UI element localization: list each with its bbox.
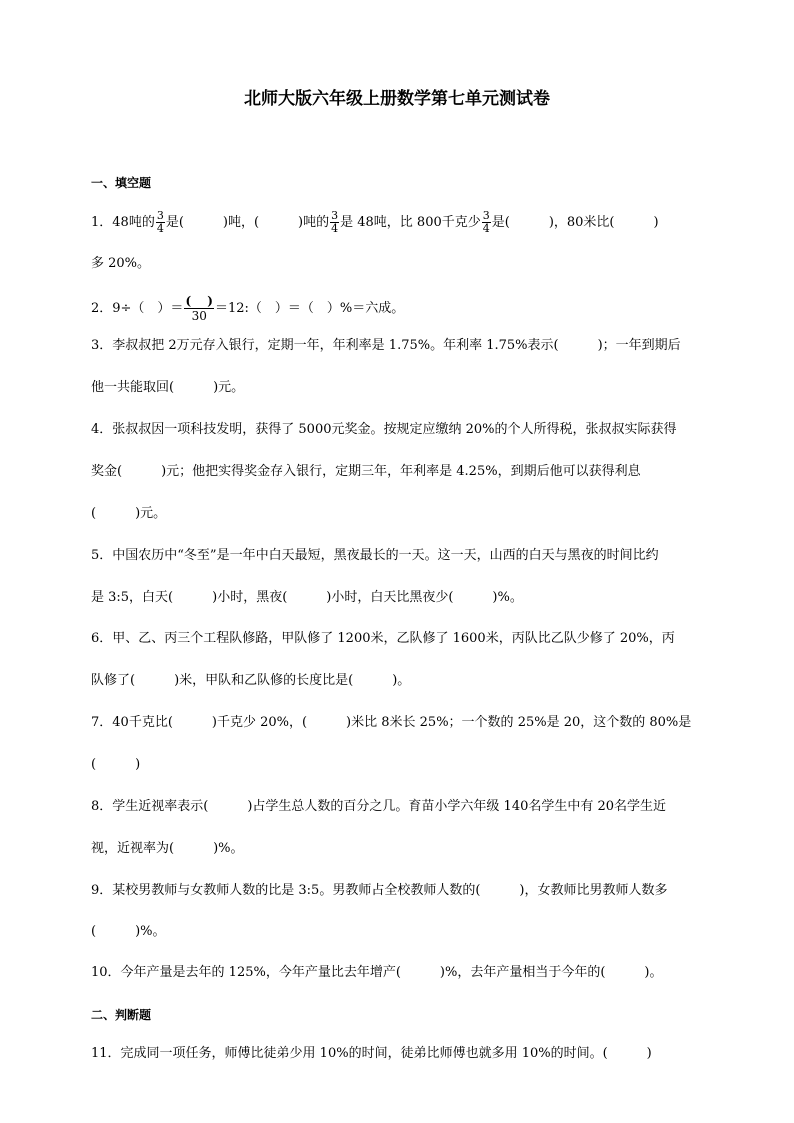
question-9-line-1: 9．某校男教师与女教师人数的比是 3:5。男教师占全校教师人数的( )，女教师比男教师人数多 (91, 883, 668, 898)
question-4-line-1: 4．张叔叔因一项科技发明，获得了 5000元奖金。按规定应缴纳 20%的个人所得税，张叔叔实际获得 (91, 422, 677, 437)
fraction-three-quarters (482, 210, 491, 235)
question-5-line-2: 是 3:5，白天( )小时，黑夜( )小时，白天比黑夜少( )%。 (91, 590, 523, 605)
question-9-line-2: ( )%。 (91, 924, 166, 939)
question-8-line-2: 视，近视率为( )%。 (91, 841, 244, 856)
question-6-line-2: 队修了( )米，甲队和乙队修的长度比是( )。 (91, 673, 411, 688)
question-11-line-1: 11．完成同一项任务，师傅比徒弟少用 10%的时间，徒弟比师傅也就多用 10%的时间。( ) (91, 1046, 652, 1061)
fraction-denominator: 4 (482, 222, 490, 235)
question-4-line-3: ( )元。 (91, 506, 167, 521)
question-1-text-b: 是( )吨，( )吨的 (165, 215, 330, 230)
question-2-text-a: 2．9÷（ ）＝ (91, 301, 184, 316)
section-heading-true-false: 二、判断题 (91, 1008, 152, 1022)
question-1-text-d: 是( )，80米比( ) (491, 215, 659, 230)
question-5-line-1: 5．中国农历中“冬至”是一年中白天最短，黑夜最长的一天。这一天，山西的白天与黑夜的时间比约 (91, 548, 659, 563)
question-4-line-2: 奖金( )元；他把实得奖金存入银行，定期三年，年利率是 4.25%，到期后他可以获得利息 (91, 464, 641, 479)
fraction-numerator: ( ) (185, 294, 213, 308)
question-8-line-1: 8．学生近视率表示( )占学生总人数的百分之几。育苗小学六年级 140名学生中有 20名学生近 (91, 799, 667, 814)
question-6-line-1: 6．甲、乙、丙三个工程队修路，甲队修了 1200米，乙队修了 1600米，丙队比乙队少修了 20%，丙 (91, 631, 675, 646)
question-1-text-a: 1．48吨的 (91, 215, 155, 230)
question-3-line-1: 3．李叔叔把 2万元存入银行，定期一年，年利率是 1.75%。年利率 1.75%表示( )；一年到期后 (91, 338, 681, 353)
fraction-three-quarters (330, 210, 339, 235)
fraction-denominator: 30 (191, 309, 207, 323)
page-title: 北师大版六年级上册数学第七单元测试卷 (244, 89, 550, 109)
fraction-numerator: 3 (156, 209, 164, 222)
fraction-denominator: 4 (331, 222, 339, 235)
fraction-denominator: 4 (156, 222, 164, 235)
question-1-text-c: 是 48吨，比 800千克少 (340, 215, 481, 230)
question-7-line-2: ( ) (91, 757, 141, 772)
question-1-line-1 (91, 210, 703, 235)
fraction-three-quarters (156, 210, 165, 235)
question-2-line-1 (91, 294, 703, 323)
fraction-numerator: 3 (482, 209, 490, 222)
question-3-line-2: 他一共能取回( )元。 (91, 380, 245, 395)
question-10-line-1: 10．今年产量是去年的 125%，今年产量比去年增产( )%，去年产量相当于今年的( )。 (91, 965, 663, 980)
question-2-text-b: ＝12:（ ）＝（ ）%＝六成。 (214, 301, 405, 316)
section-heading-fill-blank: 一、填空题 (91, 176, 152, 190)
question-1-line-2: 多 20%。 (91, 256, 151, 271)
question-7-line-1: 7．40千克比( )千克少 20%，( )米比 8米长 25%；一个数的 25%是 20，这个数的 80%是 (91, 715, 692, 730)
fraction-blank-over-thirty (184, 294, 214, 323)
fraction-numerator: 3 (331, 209, 339, 222)
